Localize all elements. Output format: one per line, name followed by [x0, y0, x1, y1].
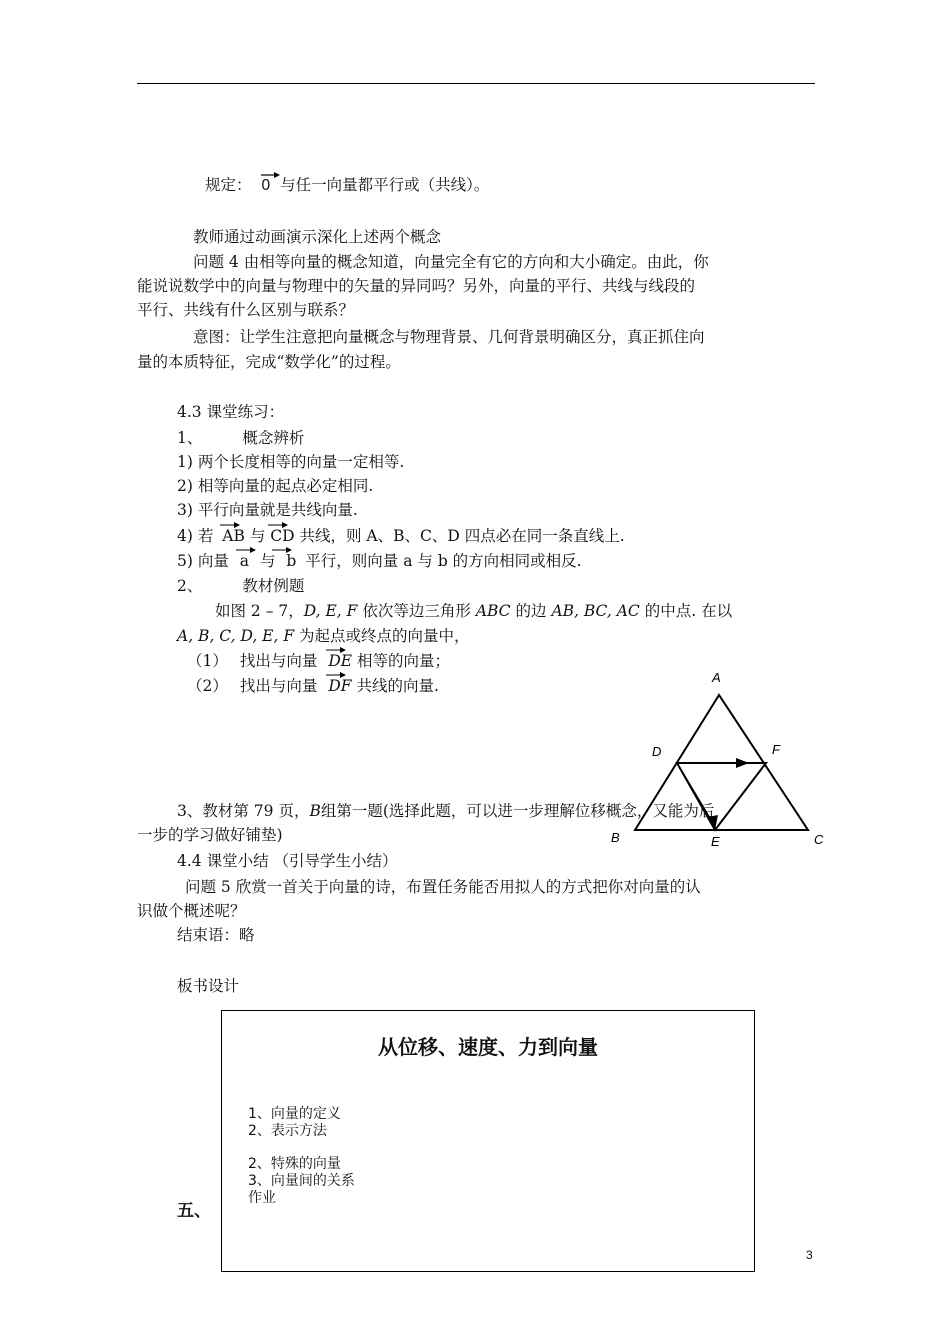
ending-line: 结束语：略: [177, 926, 255, 944]
exercise1-heading: [177, 429, 304, 447]
vector-arrow-icon: [220, 521, 240, 529]
statement-2: 2) 相等向量的起点必定相同.: [177, 477, 374, 495]
statement-5: 5) 向量 a 与 b 平行，则向量 a 与 b 的方向相同或相反.: [177, 552, 582, 570]
label-e: E: [711, 834, 720, 849]
vector-arrow-icon: [326, 671, 346, 679]
exercise1-number: 1、: [177, 429, 203, 447]
example-line1: 如图 2 – 7，D, E, F 依次等边三角形 ABC 的边 AB, BC, AC 的中点. 在以: [215, 602, 733, 620]
rule-label: 规定：: [205, 176, 252, 194]
vector-arrow-icon: [272, 546, 292, 554]
vector-a: a: [240, 552, 249, 570]
rule-statement: [205, 176, 489, 195]
blackboard-design-box: [221, 1010, 755, 1272]
vector-b: b: [286, 552, 296, 570]
vector-df-arrow-icon: [736, 758, 749, 768]
exercise1-title: 概念辨析: [242, 429, 305, 447]
label-d: D: [652, 744, 662, 759]
zero-vector: 0: [262, 177, 271, 195]
vector-ab: AB: [222, 527, 245, 545]
triangle-figure: [598, 662, 838, 852]
part-1: （1） 找出与向量 DE 相等的向量；: [187, 652, 450, 670]
board-item: 3、向量间的关系: [248, 1173, 355, 1189]
section-4-3: 4.3 课堂练习：: [177, 403, 285, 421]
label-f: F: [772, 742, 780, 757]
vector-de: DE: [328, 652, 352, 670]
board-design-label: 板书设计: [177, 977, 240, 995]
vector-cd: CD: [270, 527, 294, 545]
exercise2-heading: [177, 577, 304, 595]
rule-rest: 与任一向量都平行或（共线）。: [280, 176, 490, 194]
label-a: A: [712, 670, 721, 685]
q4-line3: 平行、共线有什么区别与联系？: [137, 301, 355, 319]
q4-line2: 能说说数学中的向量与物理中的矢量的异同吗？另外，向量的平行、共线与线段的: [137, 277, 696, 295]
vector-arrow-icon: [326, 646, 346, 654]
board-item: 1、向量的定义: [248, 1106, 341, 1122]
page-number: 3: [806, 1248, 813, 1262]
part-2: （2） 找出与向量 DF 共线的向量.: [187, 677, 439, 695]
q5-line2: 识做个概述呢？: [137, 902, 246, 920]
header-rule: [137, 83, 815, 84]
exercise2-number: 2、: [177, 577, 203, 595]
exercise3-line2: 一步的学习做好铺垫): [137, 826, 283, 844]
board-item: 2、特殊的向量: [248, 1156, 341, 1172]
board-item: 2、表示方法: [248, 1123, 327, 1139]
label-b: B: [611, 830, 620, 845]
label-c: C: [814, 832, 824, 847]
board-item: 作业: [248, 1190, 276, 1206]
board-title: 从位移、速度、力到向量: [378, 1035, 598, 1059]
exercise3-line1: 3、教材第 79 页，B组第一题(选择此题，可以进一步理解位移概念，又能为后: [177, 802, 715, 820]
vector-arrow-icon: [236, 546, 256, 554]
exercise2-title: 教材例题: [242, 577, 305, 595]
q5-line1: 问题 5 欣赏一首关于向量的诗，布置任务能否用拟人的方式把你对向量的认: [185, 878, 701, 896]
vector-df: DF: [328, 677, 351, 695]
statement-1: 1) 两个长度相等的向量一定相等.: [177, 453, 405, 471]
statement-3: 3) 平行向量就是共线向量.: [177, 501, 358, 519]
vector-arrow-icon: [260, 171, 280, 179]
example-line2: A, B, C, D, E, F 为起点或终点的向量中，: [177, 627, 470, 645]
intent-line2: 量的本质特征，完成“数学化”的过程。: [137, 353, 401, 371]
section-4-4: 4.4 课堂小结 （引导学生小结）: [177, 852, 398, 870]
statement-4: 4) 若 AB 与 CD 共线，则 A、B、C、D 四点必在同一条直线上.: [177, 527, 625, 545]
q4-line1: 问题 4 由相等向量的概念知道，向量完全有它的方向和大小确定。由此，你: [193, 253, 709, 271]
teacher-line: 教师通过动画演示深化上述两个概念: [193, 228, 442, 246]
section-five-heading: 五、: [177, 1201, 211, 1221]
vector-arrow-icon: [268, 521, 288, 529]
intent-line1: 意图：让学生注意把向量概念与物理背景、几何背景明确区分，真正抓住向: [193, 328, 705, 346]
